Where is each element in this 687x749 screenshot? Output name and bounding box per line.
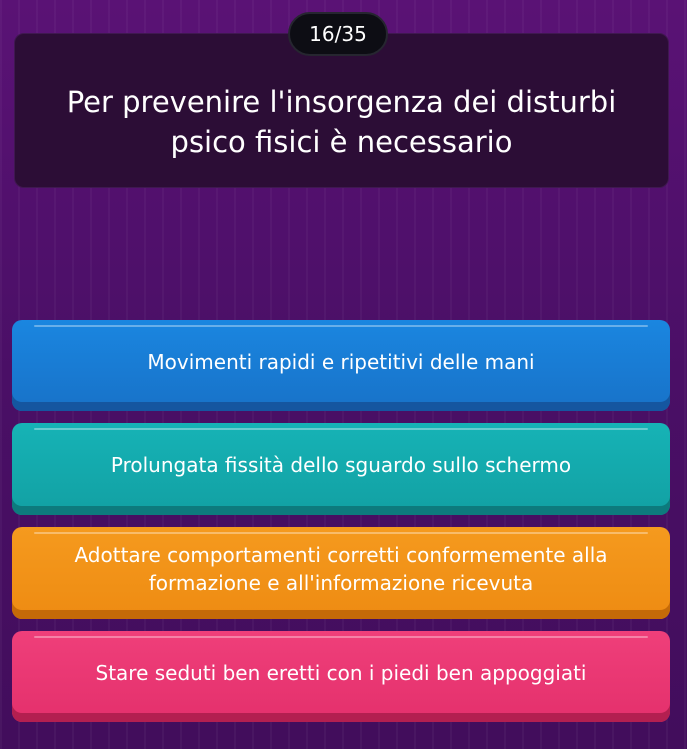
answer-option-2[interactable] [12, 423, 670, 515]
answer-option-4[interactable] [12, 631, 670, 722]
answer-option-3[interactable] [12, 527, 670, 619]
answer-option-1[interactable] [12, 320, 670, 411]
answer-option-3-label: Adottare comportamenti corretti conformemente alla formazione e all'informazione ricevuta [74, 543, 608, 595]
question-panel [14, 33, 669, 188]
answer-option-2-label: Prolungata fissità dello sguardo sullo schermo [110, 453, 572, 477]
question-text: Per prevenire l'insorgenza dei disturbi psico fisici è necessario [66, 84, 617, 159]
answer-option-1-label: Movimenti rapidi e ripetitivi delle mani [147, 349, 535, 374]
question-counter: 16/35 [288, 12, 388, 56]
answer-option-4-label: Stare seduti ben eretti con i piedi ben appoggiati [95, 660, 587, 685]
